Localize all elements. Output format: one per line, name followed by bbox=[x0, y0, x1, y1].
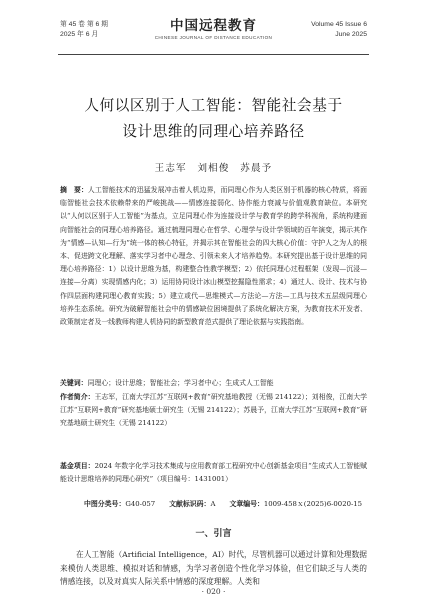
intro-paragraph: 在人工智能（Artificial Intelligence，AI）时代，尽管机器可以通过计算和处理数据来模仿人类思维、模拟对话和情感，为学习者创造个性化学习体验，但它们缺乏与人类的情感连接，以及对真实人际关系中情感的深度理解。人类和 bbox=[60, 550, 367, 586]
doc-code-label: 文献标识码： bbox=[169, 500, 211, 508]
clc-value: G40-057 bbox=[125, 500, 156, 508]
keywords-label: 关键词： bbox=[60, 379, 88, 387]
fund-text: 2024 年数字化学习技术集成与应用教育部工程研究中心创新基金项目“生成式人工智能赋能设计思维培养的同理心研究”（项目编号：1431001） bbox=[60, 462, 368, 484]
volume-cn: 第 45 卷 第 6 期 bbox=[60, 21, 108, 28]
journal-title-cn: 中国远程教育 bbox=[170, 18, 257, 34]
abstract-text: 人工智能技术的迅猛发展冲击着人机边界，而同理心作为人类区别于机器的核心特质，将面临智能社会技术依赖带来的严峻挑战——情感连接弱化、协作能力衰减与价值观教育缺位。本研究以“人何以区别于人工智能”为基点，立足同理心作为连接设计学与教育学的跨学科视角，系统构建面向智能社会的同理心培养路径。通过梳理同理心在哲学、心理学与设计学领域的百年演变，揭示其作为“情感—认知—行为”统一体的核心特征，并揭示其在智能社会的四大核心价值：守护人之为人的根本、促进跨文化理解、落实学习者中心理念、引领未来人才培养趋势。本研究提出基于设计思维的同理心培养路径：1）以设计思维为基，构建整合性教学模型；2）依托同理心过程框架（发现—沉浸—连接—分离）实现情感内化；3）运用协同设计冰山模型挖掘隐性需求；4）通过人、设计、技术与协作四层面构建同理心教育实践；5）建立或代—思维模式—方法论—方法—工具与技术五层级同理心培养生态系统。研究为破解智能社会中的情感缺位困境提供了系统化解决方案，为教育技术开发者、政策制定者及一线教师构建人机协同的新型教育范式提供了理论依据与实践指南。 bbox=[60, 186, 368, 327]
keywords-text: 同理心；设计思维；智能社会；学习者中心；生成式人工智能 bbox=[87, 379, 274, 387]
article-id-value: 1009-458ｘ(2025)6-0020-15 bbox=[263, 500, 363, 508]
classification-row bbox=[84, 498, 364, 508]
section-heading: 一、引言 bbox=[195, 529, 232, 539]
author-info-text: 王志军，江南大学江苏“互联网+教育”研究基地教授（无锡 214122）；刘相俊，江南大学江苏“互联网+教育”研究基地硕士研究生（无锡 214122）；苏晨予，江南大学江苏“互联网+教育”研究基地硕士研究生（无锡 214122） bbox=[60, 393, 367, 428]
abstract-label: 摘 要： bbox=[60, 186, 88, 194]
date-cn: 2025 年 6 月 bbox=[60, 31, 99, 38]
author-info-label: 作者简介： bbox=[60, 393, 95, 401]
fund-label: 基金项目： bbox=[60, 462, 95, 470]
title-line-1: 人何以区别于人工智能：智能社会基于 bbox=[84, 97, 343, 114]
title-line-2: 设计思维的同理心培养路径 bbox=[122, 123, 305, 140]
volume-en: Volume 45 Issue 6 bbox=[311, 21, 367, 28]
clc-label: 中图分类号： bbox=[84, 500, 126, 508]
journal-title-en: CHINESE JOURNAL OF DISTANCE EDUCATION bbox=[154, 35, 273, 40]
abstract-block bbox=[60, 184, 367, 329]
doc-code-value: A bbox=[210, 500, 216, 508]
keywords-block bbox=[60, 377, 367, 390]
abstract-paragraph bbox=[60, 184, 367, 329]
author-list: 王志军 刘相俊 苏晨予 bbox=[154, 163, 273, 174]
fund-block bbox=[60, 460, 367, 486]
header-right bbox=[311, 20, 367, 40]
journal-header bbox=[0, 18, 427, 52]
header-divider bbox=[58, 54, 369, 55]
article-id-label: 文章编号： bbox=[229, 500, 264, 508]
date-en: June 2025 bbox=[335, 31, 367, 38]
article-title bbox=[0, 93, 427, 145]
page-number: · 020 · bbox=[201, 587, 226, 596]
author-info-block bbox=[60, 391, 367, 431]
